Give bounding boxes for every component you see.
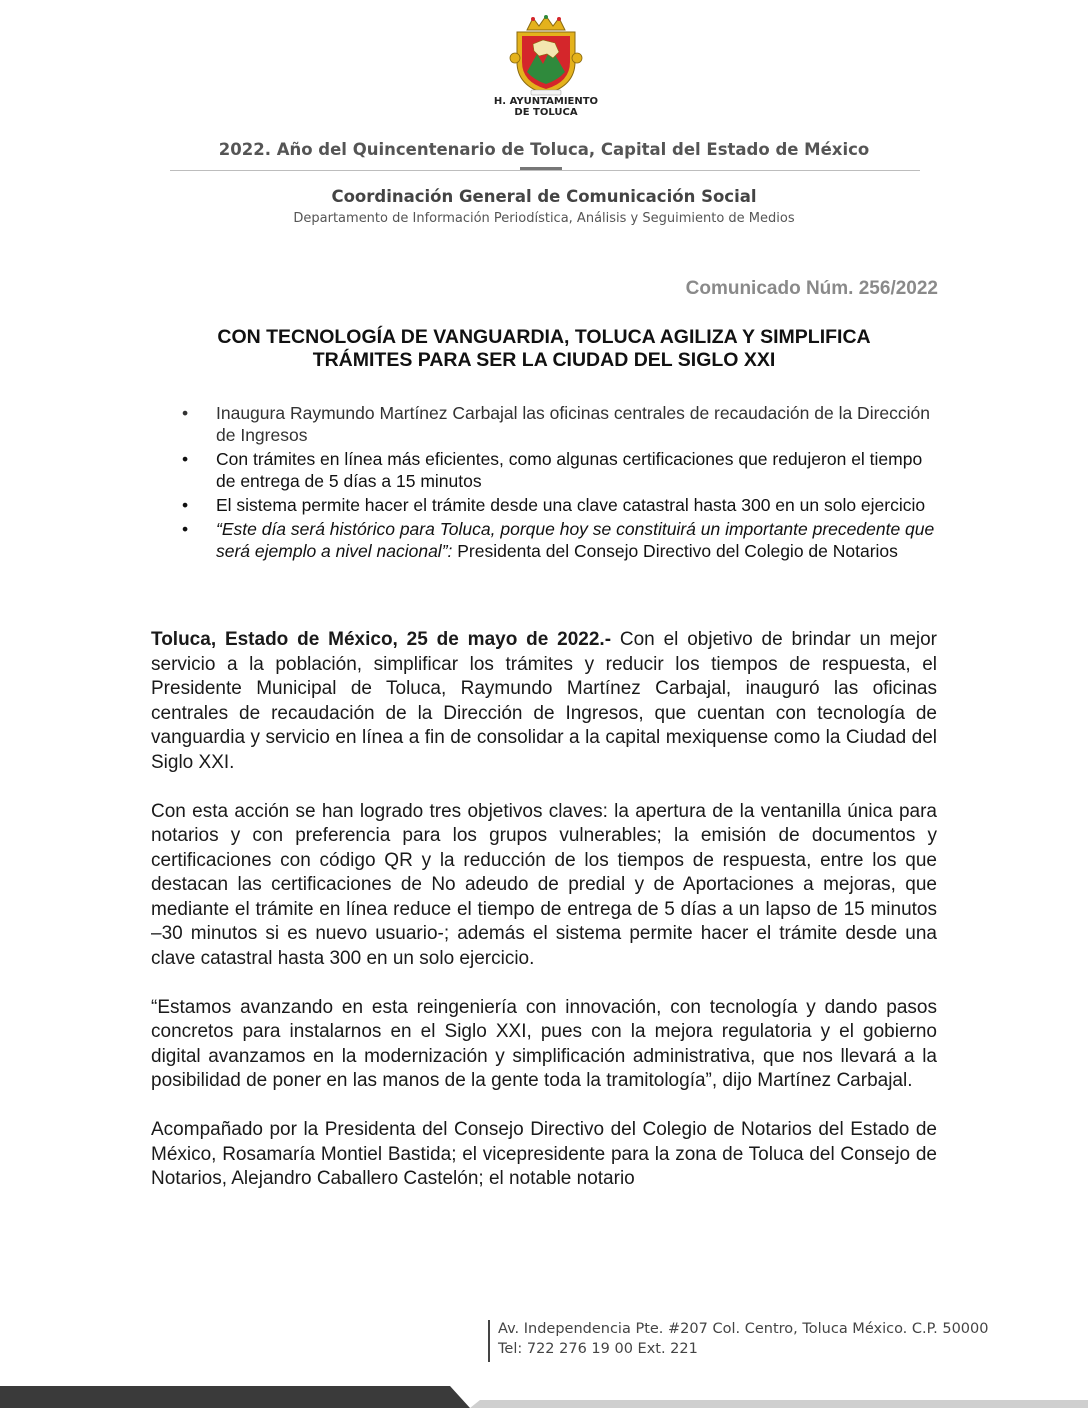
bullet-marker: • xyxy=(182,403,189,423)
department-subtitle: Departamento de Información Periodística, Análisis y Seguimiento de Medios xyxy=(293,211,795,226)
bullet-marker: • xyxy=(182,519,189,539)
crest-caption: H. AYUNTAMIENTO DE TOLUCA xyxy=(493,96,599,118)
paragraph: “Estamos avanzando en esta reingeniería con innovación, con tecnología y dando pasos concretos para instalarnos en el Siglo XXI, pues con la mejora regulatoria y el gobierno digital avanzamos en la modernización y simplificación administrativa, que nos llevará a la posibilidad de poner en las manos de la gente toda la tramitología”, dijo Martínez Carbajal. xyxy=(151,996,937,1091)
paragraph xyxy=(151,628,937,775)
paragraph: Acompañado por la Presidenta del Consejo Directivo del Colegio de Notarios del Estado de México, Rosamaría Montiel Bastida; el vicepresidente para la zona de Toluca del Consejo de Notarios, Alejandro Caballero Castelón; el notable notario xyxy=(151,1119,937,1189)
header-divider xyxy=(170,170,920,171)
bullet-item xyxy=(178,518,940,562)
bullet-attribution: Presidenta del Consejo Directivo del Colegio de Notarios xyxy=(452,541,898,561)
release-number: Comunicado Núm. 256/2022 xyxy=(685,278,938,299)
summary-bullets xyxy=(178,402,940,564)
headline-line-1: CON TECNOLOGÍA DE VANGUARDIA, TOLUCA AGILIZA Y SIMPLIFICA xyxy=(217,326,871,348)
bullet-item xyxy=(178,402,940,446)
bullet-marker: • xyxy=(182,495,189,515)
footer-strip xyxy=(0,1386,1088,1408)
year-line: 2022. Año del Quincentenario de Toluca, Capital del Estado de México xyxy=(218,140,870,159)
article-body xyxy=(151,628,937,1216)
bullet-marker: • xyxy=(182,449,189,469)
header-divider-accent xyxy=(520,167,562,170)
headline-line-2: TRÁMITES PARA SER LA CIUDAD DEL SIGLO XXI xyxy=(312,349,776,371)
bullet-item xyxy=(178,494,940,516)
bullet-text: El sistema permite hacer el trámite desde una clave catastral hasta 300 en un solo ejercicio xyxy=(216,495,926,515)
footer-phone: Tel: 722 276 19 00 Ext. 221 xyxy=(498,1341,698,1357)
bullet-item xyxy=(178,448,940,492)
bullet-text: Con trámites en línea más eficientes, como algunas certificaciones que redujeron el tiempo de entrega de 5 días a 15 minutos xyxy=(216,449,923,491)
footer-address: Av. Independencia Pte. #207 Col. Centro, Toluca México. C.P. 50000 xyxy=(498,1321,989,1337)
department-title: Coordinación General de Comunicación Social xyxy=(331,187,757,206)
headline xyxy=(150,326,938,372)
bullet-text: Inaugura Raymundo Martínez Carbajal las oficinas centrales de recaudación de la Dirección de Ingresos xyxy=(216,403,930,445)
paragraph: Con esta acción se han logrado tres objetivos claves: la apertura de la ventanilla única para notarios y con preferencia para los grupos vulnerables; la emisión de documentos y certificaciones con código QR y la reducción de los tiempos de respuesta, entre los que destacan las certificaciones de No adeudo de predial y de Aportaciones a mejoras, que mediante el trámite en línea reduce el tiempo de entrega de 5 días a un lapso de 15 minutos –30 minutos si es nuevo usuario-; además el sistema permite hacer el trámite desde una clave catastral hasta 300 en un solo ejercicio. xyxy=(151,800,937,969)
bullet-quote: “Este día será histórico para Toluca, porque hoy se constituirá un importante precedente que será ejemplo a nivel nacional”: xyxy=(216,519,935,561)
footer-divider xyxy=(488,1320,490,1362)
dateline: Toluca, Estado de México, 25 de mayo de 2022.- xyxy=(151,629,612,650)
paragraph-text: Con el objetivo de brindar un mejor servicio a la población, simplificar los trámites y reducir los tiempos de respuesta, el Presidente Municipal de Toluca, Raymundo Martínez Carbajal, inauguró las oficinas centrales de recaudación de la Dirección de Ingresos, que cuentan con tecnología de vanguardia y servicio en línea a fin de consolidar a la capital mexiquense como la Ciudad del Siglo XXI. xyxy=(151,629,937,773)
toluca-crest-logo xyxy=(503,14,589,98)
